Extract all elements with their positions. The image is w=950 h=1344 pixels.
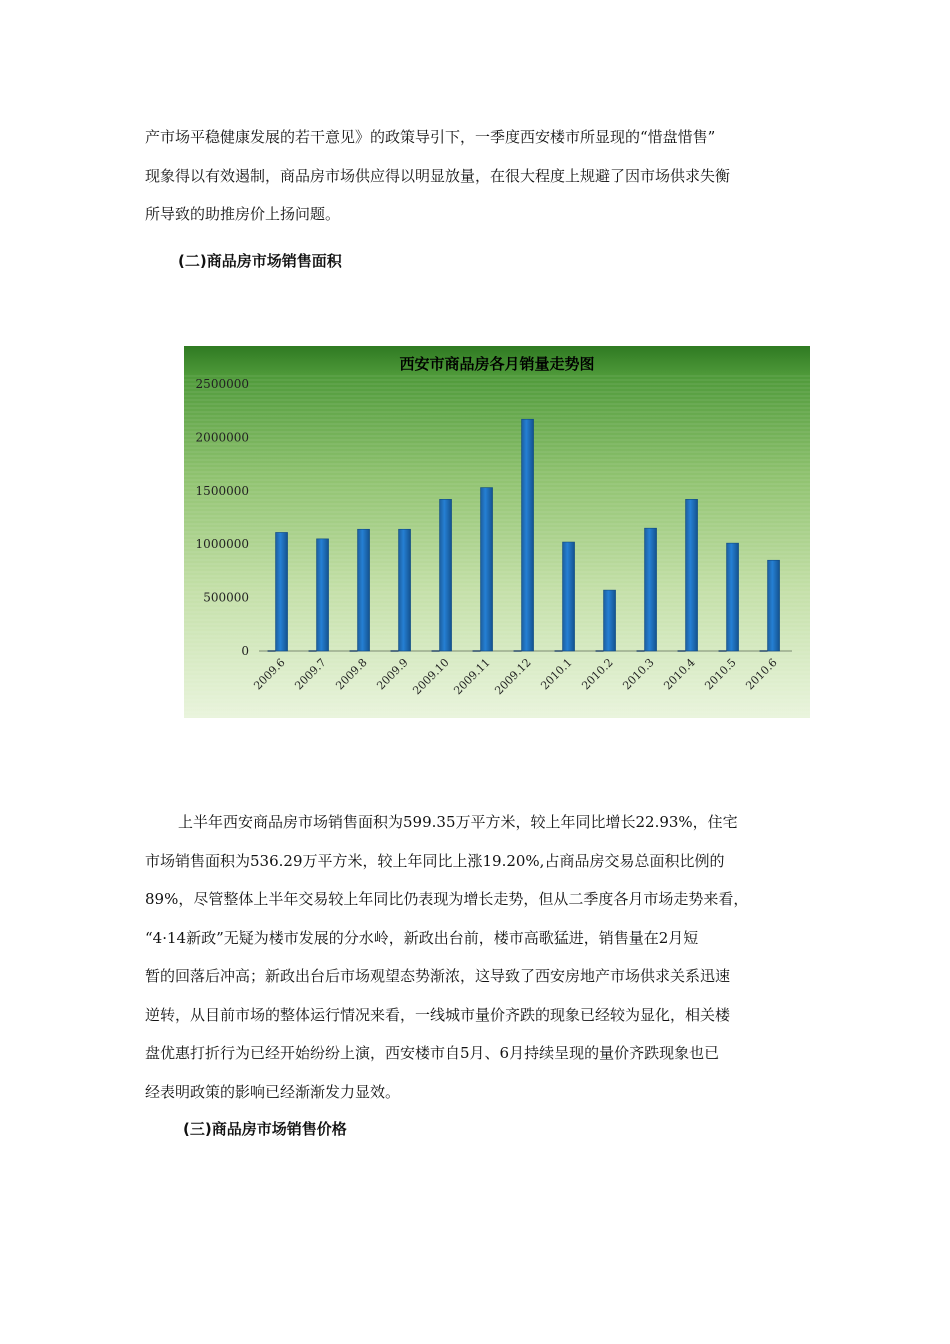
y-tick-label: 500000	[203, 590, 249, 605]
bar	[522, 419, 534, 651]
bar	[686, 499, 698, 651]
x-tick-label: 2009.9	[374, 655, 411, 693]
bar	[276, 532, 288, 651]
paragraph-2-line: 盘优惠打折行为已经开始纷纷上演，西安楼市自5月、6月持续呈现的量价齐跌现象也已	[145, 1044, 720, 1062]
x-tick-label: 2009.12	[492, 655, 534, 698]
bar	[768, 560, 780, 651]
y-tick-label: 2000000	[195, 430, 249, 445]
y-tick-label: 1500000	[195, 483, 249, 498]
paragraph-1-line: 产市场平稳健康发展的若干意见》的政策导引下，一季度西安楼市所显现的“惜盘惜售”	[145, 128, 716, 146]
bar	[645, 528, 657, 651]
paragraph-2-line: 市场销售面积为536.29万平方米，较上年同比上涨19.20%,占商品房交易总面积比例的	[145, 851, 725, 870]
sales-volume-chart	[184, 346, 810, 718]
x-tick-label: 2010.4	[661, 655, 698, 693]
x-tick-label: 2009.7	[292, 655, 329, 693]
paragraph-2-line: “4·14新政”无疑为楼市发展的分水岭，新政出台前，楼市高歌猛进，销售量在2月短	[145, 928, 699, 947]
chart-title: 西安市商品房各月销量走势图	[399, 355, 595, 373]
paragraph-2-line: 89%，尽管整体上半年交易较上年同比仍表现为增长走势，但从二季度各月市场走势来看，	[145, 890, 749, 908]
paragraph-2-line: 经表明政策的影响已经渐渐发力显效。	[145, 1082, 401, 1101]
x-tick-label: 2009.11	[451, 655, 493, 698]
bar	[481, 488, 493, 651]
bar	[440, 499, 452, 651]
paragraph-1-line: 现象得以有效遏制，商品房市场供应得以明显放量，在很大程度上规避了因市场供求失衡	[145, 166, 731, 185]
section-heading-2: (二)商品房市场销售面积	[178, 252, 342, 270]
x-tick-label: 2010.3	[620, 655, 657, 693]
bar	[358, 529, 370, 651]
paragraph-2-line: 逆转，从目前市场的整体运行情况来看，一线城市量价齐跌的现象已经较为显化，相关楼	[145, 1005, 731, 1024]
y-tick-label: 0	[241, 644, 249, 658]
paragraph-1-line: 所导致的助推房价上扬问题。	[145, 205, 341, 223]
x-tick-label: 2010.5	[702, 655, 739, 693]
x-tick-label: 2010.6	[743, 655, 780, 693]
x-tick-label: 2010.1	[538, 655, 575, 693]
bar	[317, 539, 329, 651]
y-tick-label: 2500000	[195, 377, 249, 391]
bar	[563, 542, 575, 651]
paragraph-1	[145, 118, 810, 234]
x-tick-label: 2009.6	[251, 655, 288, 693]
paragraph-2-line: 上半年西安商品房市场销售面积为599.35万平方米，较上年同比增长22.93%，住宅	[178, 813, 738, 831]
x-tick-label: 2010.2	[579, 655, 616, 693]
section-heading-3: (三)商品房市场销售价格	[183, 1120, 347, 1138]
y-tick-label: 1000000	[195, 537, 249, 552]
x-tick-label: 2009.8	[333, 655, 370, 693]
bar	[604, 590, 616, 651]
paragraph-2	[145, 803, 810, 1111]
paragraph-2-line: 暂的回落后冲高；新政出台后市场观望态势渐浓，这导致了西安房地产市场供求关系迅速	[145, 967, 731, 985]
bar	[727, 543, 739, 651]
x-tick-label: 2009.10	[410, 655, 452, 698]
bar	[399, 529, 411, 651]
